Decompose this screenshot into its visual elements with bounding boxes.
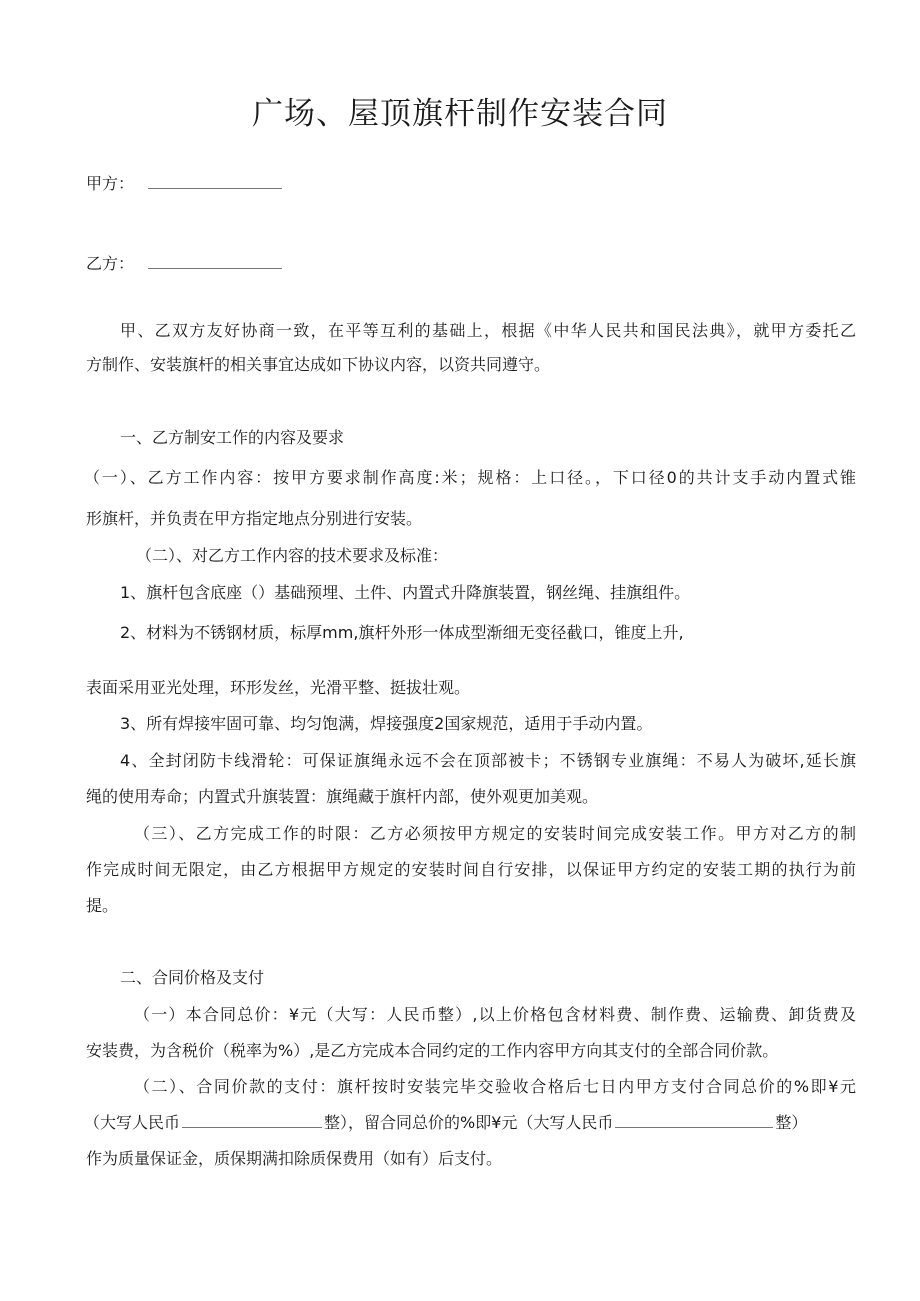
section2-heading: 二、合同价格及支付 <box>120 968 265 987</box>
s2-item2-line2-part-b: 整），留合同总价的%即¥元（大写人民币 <box>324 1113 614 1132</box>
s1-req2b: 表面采用亚光处理，环形发丝，光滑平整、挺拔壮观。 <box>86 678 471 697</box>
s2-item1-line2: 安装费，为含税价（税率为%）,是乙方完成本合同约定的工作内容甲方向其支付的全部合同价款。 <box>86 1041 779 1060</box>
s2-item2-line3: 作为质量保证金，质保期满扣除质保费用（如有）后支付。 <box>86 1149 503 1168</box>
party-a-label: 甲方： <box>86 174 135 193</box>
intro-line-1: 甲、乙双方友好协商一致，在平等互利的基础上，根据《中华人民共和国民法典》，就甲方委托乙 <box>120 321 856 340</box>
s2-item2-line2-part-c: 整） <box>775 1113 808 1132</box>
party-b-line <box>86 253 856 275</box>
s1-req3: 3、所有焊接牢固可靠、均匀饱满，焊接强度2国家规范，适用于手动内置。 <box>120 714 653 733</box>
s1-item3-line3: 提。 <box>86 896 119 915</box>
s2-item2-line1: （二）、合同价款的支付：旗杆按时安装完毕交验收合格后七日内甲方支付合同总价的%即¥元 <box>134 1077 856 1096</box>
s1-item1-line2: 形旗杆，并负责在甲方指定地点分别进行安装。 <box>86 509 423 528</box>
party-b-label: 乙方： <box>86 254 135 273</box>
s2-item2-line2-part-a: （大写人民币 <box>84 1113 181 1132</box>
s1-item3-line2: 作完成时间无限定，由乙方根据甲方规定的安装时间自行安排，以保证甲方约定的安装工期的执行为前 <box>86 860 856 879</box>
amount-words-blank-2 <box>615 1113 773 1128</box>
s1-req4-line2: 绳的使用寿命；内置式升旗装置：旗绳藏于旗杆内部，使外观更加美观。 <box>86 787 599 806</box>
intro-line-2: 方制作、安装旗杆的相关事宜达成如下协议内容，以资共同遵守。 <box>86 355 551 374</box>
s1-req2a: 2、材料为不锈钢材质，标厚mm,旗杆外形一体成型渐细无变径截口，锥度上升, <box>120 623 684 642</box>
amount-words-blank-1 <box>182 1113 322 1128</box>
s1-item3-line1: （三）、乙方完成工作的时限：乙方必须按甲方规定的安装时间完成安装工作。甲方对乙方的制 <box>134 824 856 843</box>
section1-heading: 一、乙方制安工作的内容及要求 <box>120 428 345 447</box>
party-a-line <box>86 173 856 195</box>
party-a-blank <box>148 174 282 189</box>
document-title: 广场、屋顶旗杆制作安装合同 <box>252 96 668 132</box>
s2-item2-line2 <box>84 1112 854 1134</box>
s1-req4-line1: 4、全封闭防卡线滑轮：可保证旗绳永远不会在顶部被卡；不锈钢专业旗绳：不易人为破坏,延长旗 <box>120 751 856 770</box>
s1-item2-heading: （二）、对乙方工作内容的技术要求及标准： <box>136 546 449 565</box>
s2-item1-line1: （一）本合同总价：¥元（大写：人民币整）,以上价格包含材料费、制作费、运输费、卸货费及 <box>134 1005 856 1024</box>
party-b-blank <box>148 254 282 269</box>
s1-item1-line1: （一）、乙方工作内容：按甲方要求制作高度:米；规格：上口径。，下口径0的共计支手动内置式锥 <box>84 468 856 487</box>
s1-req1: 1、旗杆包含底座（）基础预埋、土件、内置式升降旗装置，钢丝绳、挂旗组件。 <box>120 583 691 602</box>
